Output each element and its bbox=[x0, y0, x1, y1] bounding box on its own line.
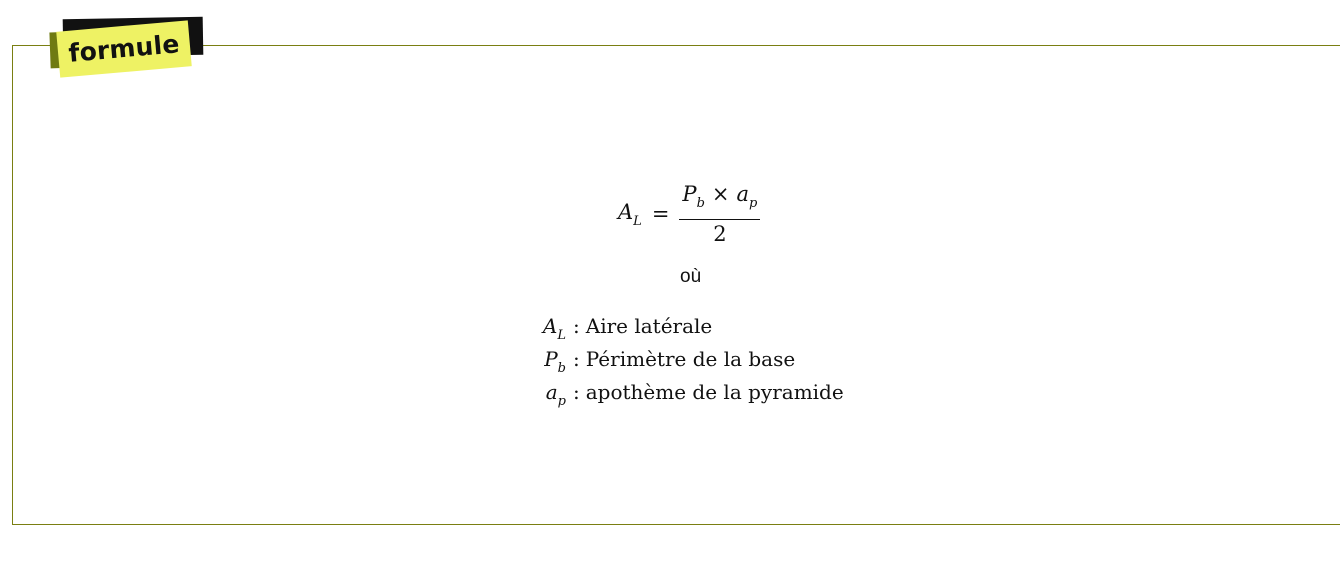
numerator-term2-subscript: p bbox=[749, 195, 758, 211]
lhs-symbol: A bbox=[618, 199, 634, 224]
definition-colon: : bbox=[573, 314, 580, 338]
formula-tag bbox=[50, 16, 200, 76]
formula-lhs bbox=[618, 200, 642, 229]
definition-description: Périmètre de la base bbox=[585, 347, 796, 371]
definition-symbol-subscript: L bbox=[557, 328, 566, 343]
variable-definitions bbox=[530, 314, 844, 413]
formula-denominator: 2 bbox=[713, 221, 727, 246]
definition-symbol-letter: P bbox=[544, 347, 558, 371]
lhs-subscript: L bbox=[633, 213, 642, 229]
numerator-term1-symbol: P bbox=[682, 181, 697, 206]
definition-description: Aire latérale bbox=[585, 314, 713, 338]
numerator-term1-subscript: b bbox=[696, 195, 705, 211]
definition-row bbox=[530, 314, 844, 347]
definition-symbol-subscript: b bbox=[557, 361, 566, 376]
definition-row bbox=[530, 380, 844, 413]
definition-symbol-letter: A bbox=[542, 314, 558, 338]
definition-symbol bbox=[530, 314, 566, 343]
numerator-term2-symbol: a bbox=[736, 181, 750, 206]
definition-symbol bbox=[530, 380, 566, 409]
lateral-area-formula bbox=[618, 181, 760, 246]
tag-label: formule bbox=[67, 28, 181, 68]
formula-numerator bbox=[679, 181, 760, 220]
equals-sign: = bbox=[651, 202, 670, 226]
formula-fraction bbox=[679, 181, 760, 248]
times-operator: × bbox=[711, 181, 730, 206]
definition-symbol bbox=[530, 347, 566, 376]
formula-box bbox=[12, 45, 1340, 525]
definition-description: apothème de la pyramide bbox=[585, 380, 844, 404]
definition-colon: : bbox=[573, 380, 580, 404]
where-text: où bbox=[680, 266, 702, 287]
definition-row bbox=[530, 347, 844, 380]
definition-symbol-subscript: p bbox=[557, 394, 566, 409]
definition-colon: : bbox=[573, 347, 580, 371]
definition-symbol-letter: a bbox=[545, 380, 558, 404]
